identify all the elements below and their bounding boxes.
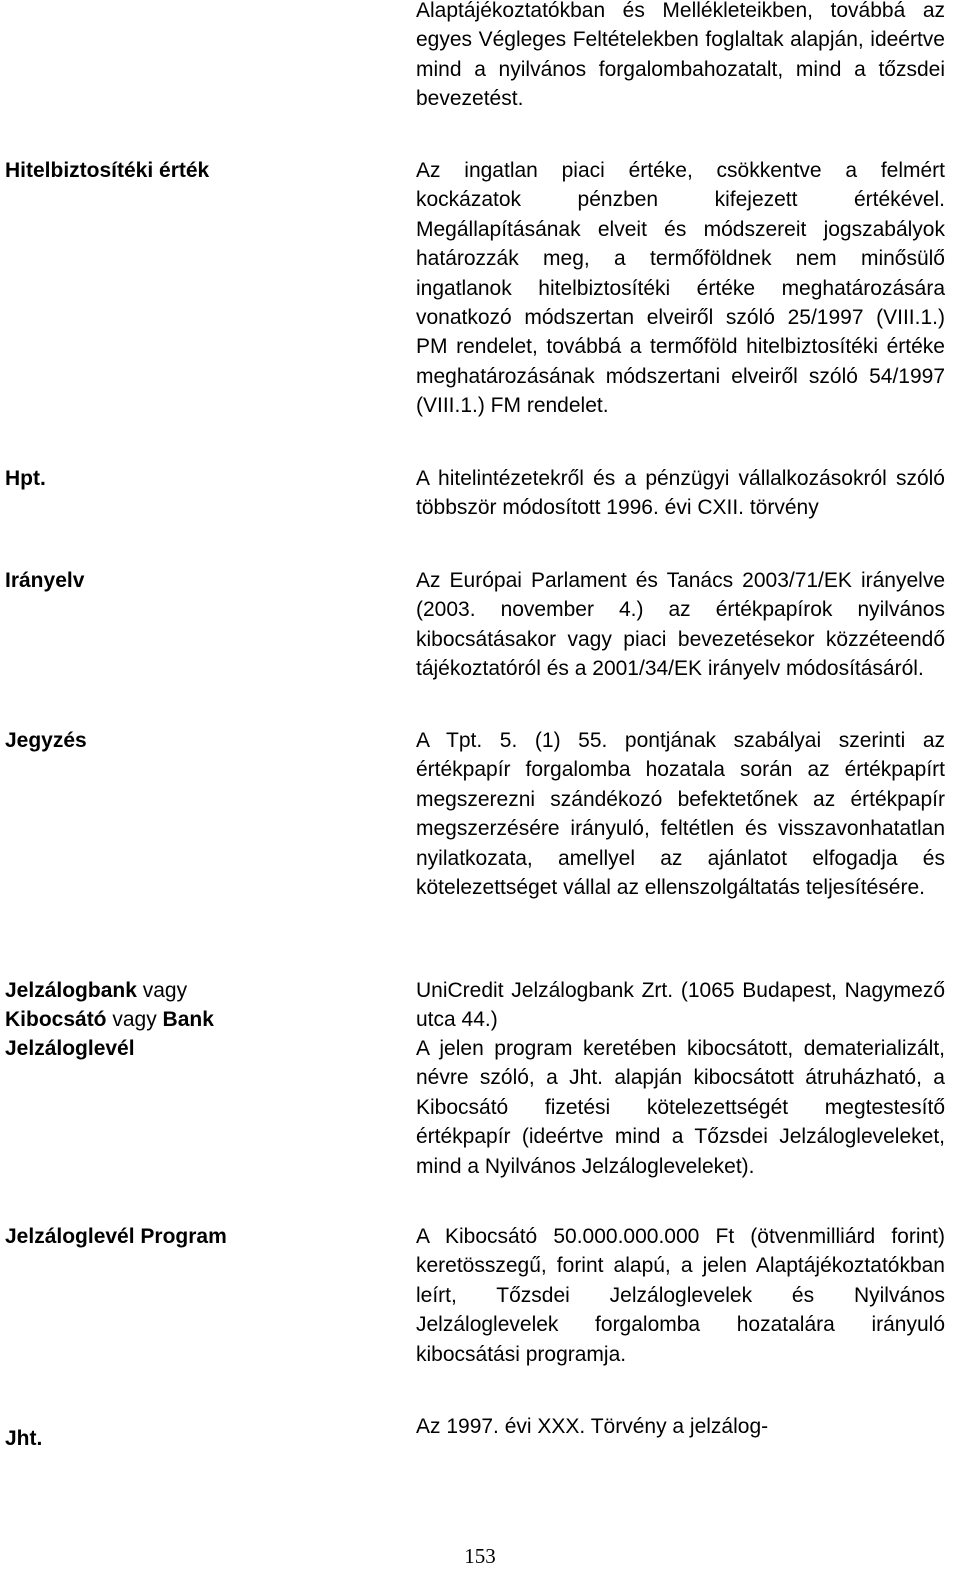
- term-label: Jelzáloglevél: [5, 1037, 135, 1060]
- term-label: Jegyzés: [5, 729, 87, 752]
- term-label: [5, 976, 335, 1035]
- term-part: vagy: [106, 1008, 163, 1032]
- page-number: 153: [464, 1544, 496, 1568]
- definition-text: A Tpt. 5. (1) 55. pontjának szabályai szerinti az értékpapír forgalomba hozatala során az értékpapírt megszerezni szándékozó befektetőnek az értékpapír megszerzésére irányuló, feltétlen és visszavonhatatlan nyilatkozata, amellyel az ajánlatot elfogadja és kötelezettséget vállal az ellenszolgáltatás teljesítésére.: [416, 729, 945, 900]
- term-label: Hitelbiztosítéki érték: [5, 159, 210, 182]
- term-label: Hpt.: [5, 467, 46, 490]
- definition-text: A hitelintézetekről és a pénzügyi vállalkozásokról szóló többször módosított 1996. évi CXII. törvény: [416, 467, 945, 520]
- definition-text: Az ingatlan piaci értéke, csökkentve a felmért kockázatok pénzben kifejezett értékével. Megállapításának elveit és módszereit jogszabályok határozzák meg, a termőföldnek nem minősülő ingatlanok hitelbiztosítéki értéke meghatározására vonatkozó módszertan elveiről szóló 25/1997 (VIII.1.) PM rendelet, továbbá a termőföld hitelbiztosítéki értéke meghatározásának módszertani elveiről szóló 54/1997 (VIII.1.) FM rendelet.: [416, 159, 945, 418]
- term-part: Jelzálogbank: [5, 979, 137, 1002]
- definition-text: Alaptájékoztatókban és Mellékleteikben, továbbá az egyes Végleges Feltételekben foglaltak alapján, ideértve mind a nyilvános forgalombahozatalt, mind a tőzsdei bevezetést.: [416, 0, 945, 111]
- term-part: Kibocsátó: [5, 1008, 107, 1032]
- definition-text: A Kibocsátó 50.000.000.000 Ft (ötvenmilliárd forint) keretösszegű, forint alapú, a jelen Alaptájékoztatókban leírt, Tőzsdei Jelzáloglevelek és Nyilvános Jelzáloglevelek forgalomba hozatalára irányuló kibocsátási programja.: [416, 1225, 945, 1366]
- term-part: vagy: [136, 979, 188, 1002]
- term-label: Jelzáloglevél Program: [5, 1225, 227, 1248]
- definition-text: Az 1997. évi XXX. Törvény a jelzálog-: [416, 1415, 769, 1438]
- term-label: Irányelv: [5, 569, 85, 592]
- definition-text: Az Európai Parlament és Tanács 2003/71/EK irányelve (2003. november 4.) az értékpapírok nyilvános kibocsátásakor vagy piaci bevezetésekor közzéteendő tájékoztatóról és a 2001/34/EK irányelv módosításáról.: [416, 569, 945, 681]
- term-part: Bank: [162, 1008, 214, 1032]
- definition-text: UniCredit Jelzálogbank Zrt. (1065 Budapest, Nagymező utca 44.): [416, 979, 945, 1032]
- term-label: Jht.: [5, 1427, 43, 1450]
- definition-text: A jelen program keretében kibocsátott, dematerializált, névre szóló, a Jht. alapján kibocsátott átruházható, a Kibocsátó fizetési kötelezettségét megtestesítő értékpapír (ideértve mind a Tőzsdei Jelzálogleveleket, mind a Nyilvános Jelzálogleveleket).: [416, 1037, 945, 1178]
